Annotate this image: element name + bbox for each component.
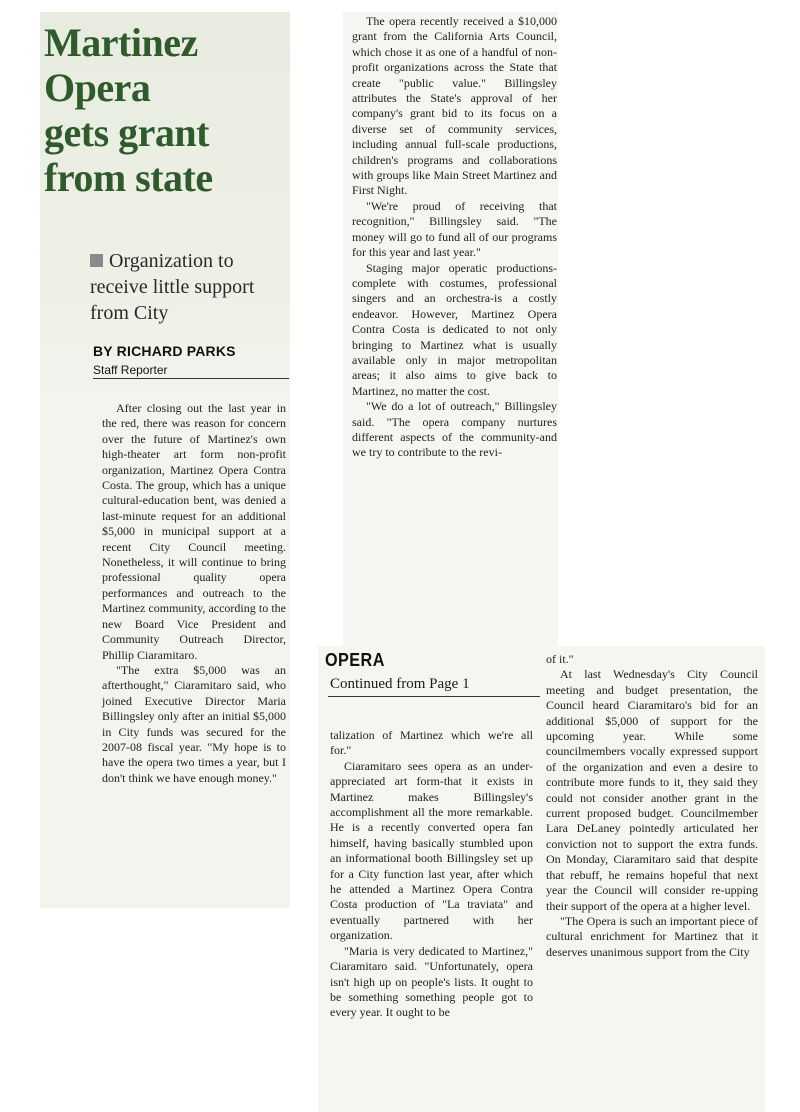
paragraph: "The Opera is such an important piece of cultural enrichment for Martinez that it deserves unanimous support from the City	[546, 913, 758, 959]
headline-line: gets grant	[44, 110, 209, 155]
paragraph: After closing out the last year in the red, there was reason for concern over the future of Martinez's own high-theater art form non-profit organization, Martinez Opera Contra Costa. The group, which has a unique cultural-education bent, was denied a last-minute request for an additional $5,000 in municipal support at a recent City Council meeting. Nonetheless, it will continue to bring professional quality opera performances and outreach to the Martinez community, according to the new Board Vice President and Community Outreach Director, Phillip Ciaramitaro.	[102, 401, 286, 662]
continuation-section-head: OPERA	[325, 650, 385, 670]
paragraph: The opera recently received a $10,000 grant from the California Arts Council, which chose it as one of a handful of non-profit organizations across the State that create "public value." Billingsley attributes the State's approval of her company's grant bid to its focus on a diverse set of community services, including annual full-scale productions, children's programs and collaborations with groups like Main Street Martinez and First Night.	[352, 14, 557, 198]
byline: BY RICHARD PARKS	[93, 343, 236, 359]
headline	[44, 20, 284, 200]
deck-line	[90, 248, 290, 274]
headline-line: Opera	[44, 65, 151, 110]
deck-line: receive little support	[90, 276, 255, 298]
subheadline	[90, 248, 290, 326]
paragraph: At last Wednesday's City Council meeting and budget presentation, the Council heard Ciaramitaro's bid for an additional $5,000 of support for the upcoming year. While some councilmembers vocally expressed support of the organization and even a desire to contribute more funds to it, they said they could not consider another grant in the current proposed budget. Councilmember Lara DeLaney pointedly articulated her conviction not to support the extra funds. On Monday, Ciaramitaro said that despite that rebuff, he remains hopeful that next year the Council will consider re-upping their support of the opera at a higher level.	[546, 667, 758, 913]
article-column-2	[352, 14, 557, 461]
divider	[93, 378, 289, 379]
paragraph: Staging major operatic productions-complete with costumes, professional singers and an orchestra-is a costly endeavor. However, Martinez Opera Contra Costa is dedicated to not only bringing to Martinez what is usually available only in major metropolitan areas; it also aims to give back to Martinez, no matter the cost.	[352, 260, 557, 398]
deck-line: from City	[90, 302, 169, 324]
deck-line-text: Organization to	[109, 250, 234, 272]
headline-line: from state	[44, 155, 213, 200]
paragraph: talization of Martinez which we're all for."	[330, 728, 533, 758]
byline-role: Staff Reporter	[93, 363, 168, 377]
paragraph: Ciaramitaro sees opera as an under-appreciated art form-that it exists in Martinez makes Billingsley's accomplishment all the more remarkable. He is a recently converted opera fan himself, having basically stumbled upon an informational booth Billingsley set up for a City function last year, after which he attended a Martinez Opera Contra Costa production of "La traviata" and eventually partnered with her organization.	[330, 758, 533, 943]
paragraph: "We're proud of receiving that recognition," Billingsley said. "The money will go to fund all of our programs for this year and last year."	[352, 198, 557, 260]
paragraph: "Maria is very dedicated to Martinez," Ciaramitaro said. "Unfortunately, opera isn't high up on people's lists. It ought to be something something people got to every year. It ought to be	[330, 943, 533, 1020]
continued-from-label: Continued from Page 1	[330, 676, 470, 692]
square-bullet-icon	[90, 254, 103, 267]
article-column-3b	[546, 652, 758, 960]
paragraph: "We do a lot of outreach," Billingsley said. "The opera company nurtures different aspects of the community-and we try to contribute to the revi-	[352, 399, 557, 460]
divider	[328, 696, 540, 697]
tail-fragment: of it."	[546, 652, 574, 666]
paragraph: "The extra $5,000 was an afterthought," Ciaramitaro said, who joined Executive Director Maria Billingsley only after an initial $5,000 in City funds was secured for the 2007-08 fiscal year. "My hope is to have the opera two times a year, but I don't think we have enough money."	[102, 662, 286, 785]
headline-line: Martinez	[44, 20, 198, 65]
article-column-3a	[330, 728, 533, 1021]
article-column-1	[102, 401, 286, 786]
